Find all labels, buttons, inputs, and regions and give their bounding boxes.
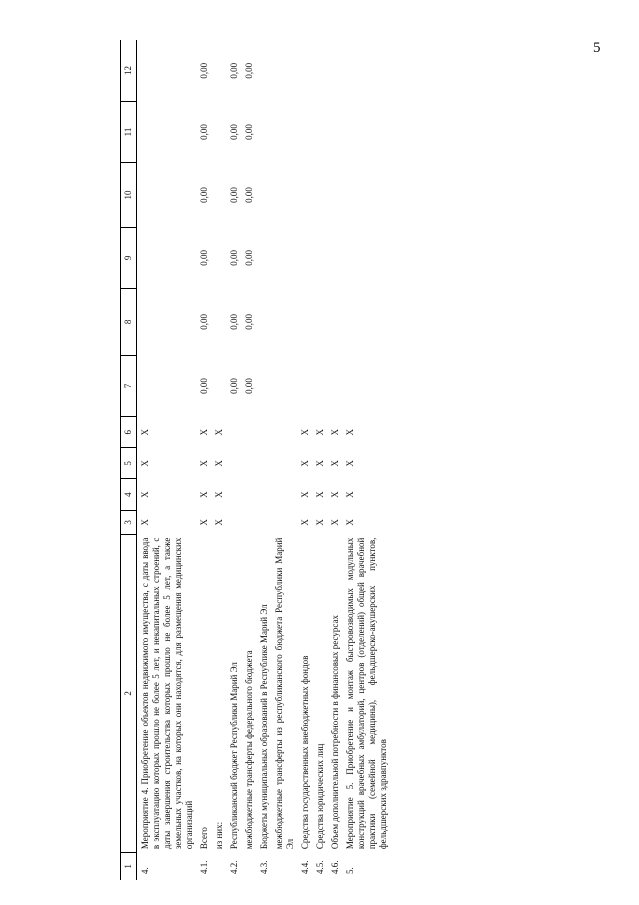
header-cell: 2 — [121, 535, 137, 853]
value-cell: Х — [330, 519, 340, 526]
value-cell: 0,00 — [199, 187, 209, 203]
value-cell — [327, 101, 342, 162]
value-cell: 0,00 — [199, 378, 209, 394]
value-cell — [211, 101, 226, 162]
value-cell — [271, 163, 297, 228]
value-cell: 0,00 — [199, 62, 209, 79]
header-cell: 11 — [121, 101, 137, 162]
value-cell: 0,00 — [229, 62, 239, 79]
value-cell — [211, 355, 226, 416]
value-cell — [256, 417, 271, 448]
table-row — [297, 40, 312, 880]
header-cell: 5 — [121, 448, 137, 479]
row-description-cell: из них: — [214, 821, 224, 850]
header-cell: 12 — [121, 40, 137, 101]
value-cell — [271, 479, 297, 510]
header-cell: 3 — [121, 510, 137, 535]
value-cell: Х — [140, 519, 150, 526]
value-cell — [226, 417, 241, 448]
row-number-cell: 4.1. — [199, 860, 209, 874]
value-cell: Х — [300, 491, 310, 498]
value-cell — [297, 227, 312, 288]
value-cell — [256, 101, 271, 162]
row-description-cell: Средства государственных внебюджетных фондов — [300, 655, 310, 850]
value-cell: 0,00 — [229, 187, 239, 203]
value-cell — [342, 40, 390, 101]
value-cell: Х — [140, 460, 150, 467]
table-row — [226, 40, 241, 880]
row-description-cell: Бюджеты муниципальных образований в Республике Марий Эл — [259, 604, 269, 850]
header-cell: 10 — [121, 163, 137, 228]
value-cell: Х — [214, 460, 224, 467]
header-cell: 7 — [121, 355, 137, 416]
value-cell — [256, 355, 271, 416]
value-cell — [271, 417, 297, 448]
table-row — [342, 40, 390, 880]
value-cell — [211, 163, 226, 228]
value-cell: Х — [199, 460, 209, 467]
value-cell — [271, 289, 297, 356]
value-cell: Х — [300, 428, 310, 436]
value-cell — [241, 417, 256, 448]
value-cell — [297, 163, 312, 228]
value-cell: Х — [140, 491, 150, 498]
value-cell: Х — [345, 491, 355, 498]
value-cell — [137, 355, 197, 416]
value-cell — [226, 448, 241, 479]
value-cell — [271, 448, 297, 479]
table-row — [327, 40, 342, 880]
row-description-cell: Всего — [199, 827, 209, 850]
row-number-cell: 4.3. — [259, 860, 269, 874]
row-number-cell: 4.4. — [300, 860, 310, 874]
row-number-cell: 4. — [140, 867, 150, 874]
value-cell: Х — [199, 428, 209, 436]
value-cell — [256, 40, 271, 101]
row-description-cell: Мероприятие 4. Приобретение объектов недвижимого имущества, с даты ввода в эксплуатацию которых прошло не более 5 лет, и некапитальных строений, с даты завершения строительства которых прошло не более 5 лет, а также земельных участков, на которых они находятся, для размещения медицинских организаций — [140, 537, 194, 850]
page-number: 5 — [593, 40, 601, 56]
value-cell: Х — [330, 460, 340, 467]
header-cell: 8 — [121, 289, 137, 356]
value-cell: 0,00 — [244, 187, 254, 203]
value-cell: Х — [214, 519, 224, 526]
value-cell — [211, 40, 226, 101]
value-cell — [271, 355, 297, 416]
financing-table — [120, 40, 390, 880]
value-cell — [327, 163, 342, 228]
value-cell: Х — [330, 491, 340, 498]
value-cell: 0,00 — [229, 314, 239, 330]
value-cell — [256, 227, 271, 288]
value-cell: 0,00 — [244, 314, 254, 330]
value-cell — [256, 289, 271, 356]
value-cell: Х — [300, 519, 310, 526]
value-cell: Х — [214, 491, 224, 498]
value-cell — [327, 355, 342, 416]
row-description-cell: Мероприятие 5. Приобретение и монтаж быстровозводимых модульных конструкций врачебных амбулаторий, центров (отделений) общей врачебной практики (семейной медицины), фельдшерско-акушерских пунктов, фельдшерских здравпунктов — [345, 537, 388, 850]
value-cell: Х — [315, 491, 325, 498]
value-cell: Х — [300, 460, 310, 467]
table-row — [271, 40, 297, 880]
value-cell — [312, 355, 327, 416]
value-cell — [312, 40, 327, 101]
row-description-cell: межбюджетные трансферты федерального бюджета — [244, 650, 254, 850]
value-cell: 0,00 — [199, 124, 209, 140]
row-description-cell: Объем дополнительной потребности в финансовых ресурсах — [330, 615, 340, 850]
value-cell: Х — [345, 460, 355, 467]
row-number-cell — [271, 852, 297, 880]
value-cell — [241, 448, 256, 479]
value-cell: Х — [140, 428, 150, 436]
value-cell — [312, 289, 327, 356]
value-cell: Х — [315, 519, 325, 526]
value-cell — [271, 40, 297, 101]
value-cell: Х — [199, 491, 209, 498]
value-cell — [342, 289, 390, 356]
row-description-cell: Средства юридических лиц — [315, 743, 325, 850]
row-number-cell: 4.6. — [330, 860, 340, 874]
value-cell: Х — [330, 428, 340, 436]
value-cell: Х — [214, 428, 224, 436]
header-cell: 6 — [121, 417, 137, 448]
table-row — [211, 40, 226, 880]
value-cell — [342, 101, 390, 162]
value-cell — [256, 163, 271, 228]
value-cell — [256, 510, 271, 535]
value-cell — [312, 227, 327, 288]
value-cell: Х — [315, 460, 325, 467]
value-cell: 0,00 — [229, 124, 239, 140]
value-cell: 0,00 — [244, 378, 254, 394]
value-cell — [226, 510, 241, 535]
value-cell: Х — [345, 428, 355, 436]
value-cell — [137, 40, 197, 101]
header-cell: 1 — [121, 852, 137, 880]
value-cell — [327, 227, 342, 288]
value-cell — [297, 289, 312, 356]
row-number-cell — [241, 852, 256, 880]
value-cell: 0,00 — [229, 378, 239, 394]
value-cell: 0,00 — [244, 250, 254, 266]
row-description-cell: межбюджетные трансферты из республиканского бюджета Республики Марий Эл — [274, 537, 295, 850]
value-cell — [342, 227, 390, 288]
value-cell — [327, 40, 342, 101]
row-number-cell: 4.2. — [229, 860, 239, 874]
value-cell — [342, 355, 390, 416]
value-cell — [271, 101, 297, 162]
rotated-table-container — [120, 40, 540, 880]
value-cell — [312, 101, 327, 162]
row-number-cell: 4.5. — [315, 860, 325, 874]
value-cell: 0,00 — [199, 250, 209, 266]
value-cell — [256, 448, 271, 479]
value-cell — [327, 289, 342, 356]
value-cell — [137, 289, 197, 356]
value-cell — [241, 510, 256, 535]
value-cell — [137, 101, 197, 162]
row-number-cell — [211, 852, 226, 880]
value-cell: 0,00 — [229, 250, 239, 266]
value-cell — [211, 227, 226, 288]
value-cell — [271, 510, 297, 535]
value-cell — [297, 355, 312, 416]
value-cell — [226, 479, 241, 510]
row-number-cell: 5. — [345, 867, 355, 874]
value-cell — [312, 163, 327, 228]
value-cell — [137, 227, 197, 288]
header-cell: 9 — [121, 227, 137, 288]
value-cell — [256, 479, 271, 510]
header-cell: 4 — [121, 479, 137, 510]
value-cell — [271, 227, 297, 288]
value-cell: 0,00 — [199, 314, 209, 330]
table-row — [241, 40, 256, 880]
header-row — [121, 40, 137, 880]
value-cell — [241, 479, 256, 510]
value-cell: Х — [315, 428, 325, 436]
table-row — [256, 40, 271, 880]
table-row — [312, 40, 327, 880]
value-cell: Х — [199, 519, 209, 526]
value-cell — [211, 289, 226, 356]
value-cell — [137, 163, 197, 228]
value-cell: 0,00 — [244, 124, 254, 140]
value-cell — [297, 40, 312, 101]
table-body — [137, 40, 391, 880]
value-cell — [297, 101, 312, 162]
value-cell — [342, 163, 390, 228]
row-description-cell: Республиканский бюджет Республики Марий Эл — [229, 662, 239, 850]
table-row — [137, 40, 197, 880]
value-cell: Х — [345, 519, 355, 526]
table-row — [196, 40, 211, 880]
value-cell: 0,00 — [244, 62, 254, 79]
